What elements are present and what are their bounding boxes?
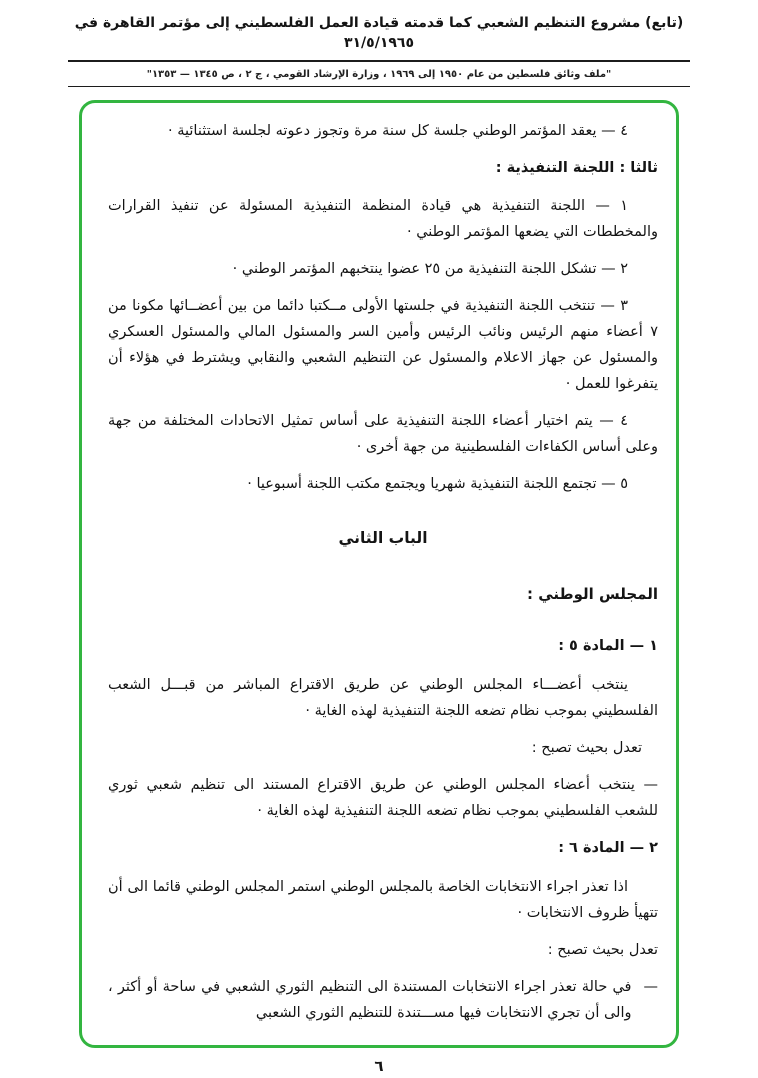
paragraph-article-6: اذا تعذر اجراء الانتخابات الخاصة بالمجلس الوطني استمر المجلس الوطني قائما الى أن تتهيأ ظروف الانتخابات · — [108, 879, 658, 921]
section-heading-executive-committee: ثالثا : اللجنة التنفيذية : — [495, 160, 658, 176]
header-citation: "ملف وثائق فلسطين من عام ١٩٥٠ إلى ١٩٦٩ ، وزارة الإرشاد القومي ، ج ٢ ، ص ١٣٤٥ — ١٣٥٣" — [146, 69, 612, 80]
paragraph-exec-1: ١ — اللجنة التنفيذية هي قيادة المنظمة التنفيذية المسئولة عن تنفيذ القرارات والمخططات التي يضعها المؤتمر الوطني · — [108, 198, 658, 240]
header-divider-top — [68, 60, 690, 62]
article-5-heading: ١ — المادة ٥ : — [558, 638, 658, 654]
amendment-2 — [108, 974, 658, 1026]
amendment-2-dash-marker: — — [643, 979, 658, 995]
paragraph-exec-4: ٤ — يتم اختيار أعضاء اللجنة التنفيذية على أساس تمثيل الاتحادات المختلفة من جهة وعلى أساس الكفاءات الفلسطينية من جهة أخرى · — [108, 413, 658, 455]
header-title: (تابع) مشروع التنظيم الشعبي كما قدمته قيادة العمل الفلسطيني إلى مؤتمر القاهرة في ٣١/٥/١٩٦٥ — [74, 15, 684, 51]
paragraph-exec-2: ٢ — تشكل اللجنة التنفيذية من ٢٥ عضوا ينتخبهم المؤتمر الوطني · — [232, 261, 628, 277]
document-frame — [79, 100, 679, 1048]
page-footer — [0, 1057, 758, 1075]
header-divider-bottom — [68, 86, 690, 87]
paragraph-article-5: ينتخب أعضـــاء المجلس الوطني عن طريق الاقتراع المباشر من قبـــل الشعب الفلسطيني بموجب نظام تضعه اللجنة التنفيذية لهذه الغاية · — [108, 677, 658, 719]
amendment-1-label: تعدل بحيث تصبح : — [531, 740, 642, 756]
amendment-2-label: تعدل بحيث تصبح : — [547, 942, 658, 958]
chapter-heading: الباب الثاني — [338, 529, 428, 547]
page-number: ٦ — [374, 1057, 384, 1075]
amendment-1-text: — ينتخب أعضاء المجلس الوطني عن طريق الاقتراع المستند الى تنظيم شعبي ثوري للشعب الفلسطيني بموجب نظام تضعه اللجنة التنفيذية لهذه الغاية · — [108, 777, 658, 819]
paragraph-congress-item-4: ٤ — يعقد المؤتمر الوطني جلسة كل سنة مرة وتجوز دعوته لجلسة استثنائية · — [168, 123, 628, 139]
page-header — [0, 0, 758, 87]
paragraph-exec-5: ٥ — تجتمع اللجنة التنفيذية شهريا ويجتمع مكتب اللجنة أسبوعيا · — [247, 476, 628, 492]
article-6-heading: ٢ — المادة ٦ : — [558, 840, 658, 856]
paragraph-exec-3: ٣ — تنتخب اللجنة التنفيذية في جلستها الأولى مــكتبا دائما من بين أعضــائها مكونا من ٧ أعضاء منهم الرئيس ونائب الرئيس وأمين السر والمسئول المالي والمسئول العسكري والمسئول عن جهاز الاعلام والمسئول عن التنظيم الشعبي والنقابي ويشترط في هؤلاء أن يتفرغوا للعمل · — [108, 298, 658, 392]
amendment-2-text: في حالة تعذر اجراء الانتخابات المستندة الى التنظيم الثوري الشعبي في ساحة أو أكثر ، والى أن تجري الانتخابات فيها مســـتندة للتنظيم الثوري الشعبي — [108, 979, 632, 1021]
section-heading-national-council: المجلس الوطني : — [526, 585, 658, 603]
